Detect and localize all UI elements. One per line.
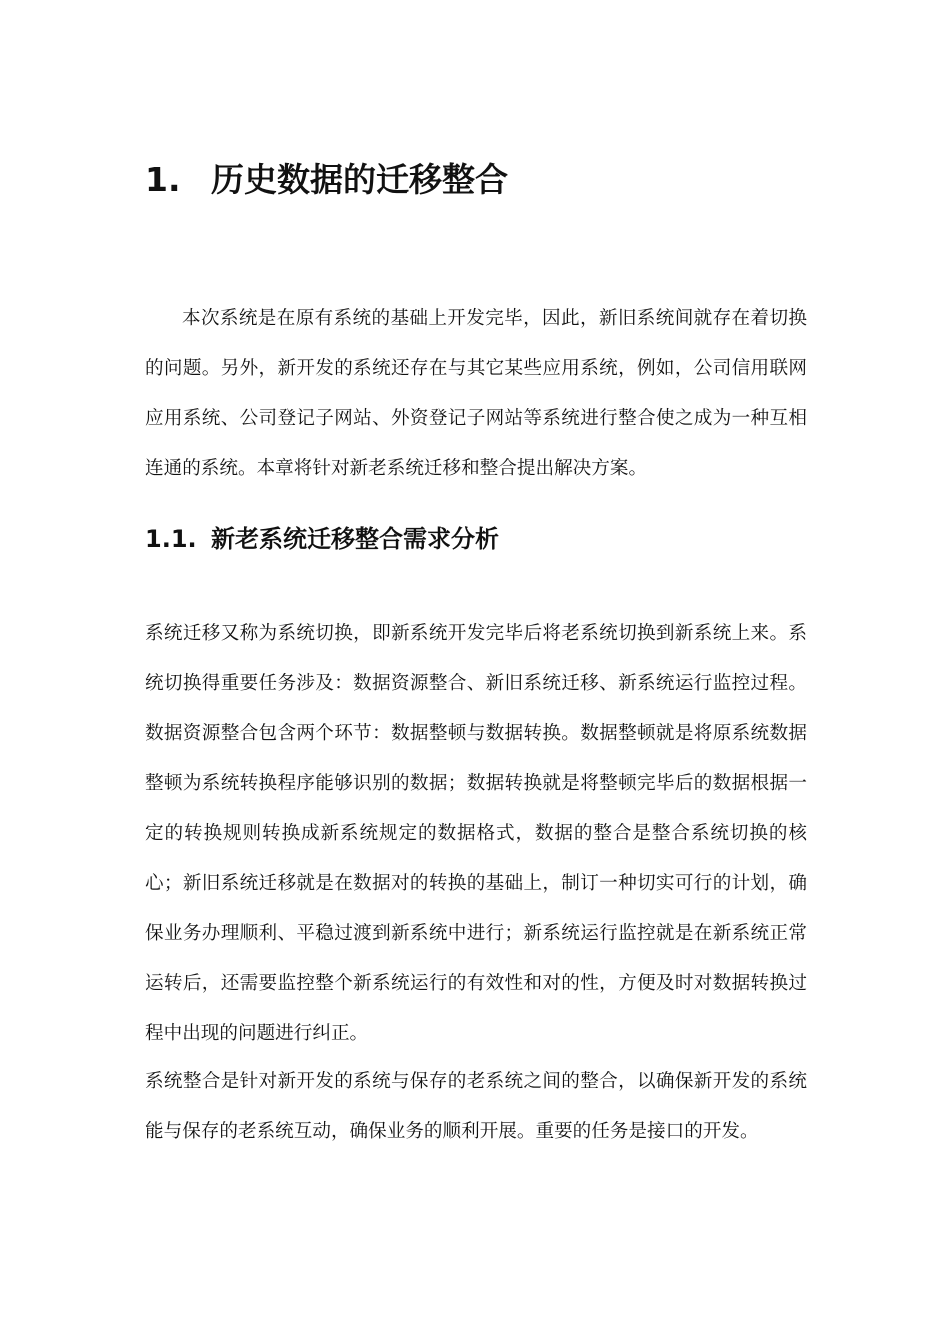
integration-paragraph: 系统整合是针对新开发的系统与保存的老系统之间的整合，以确保新开发的系统能与保存的老系统互动，确保业务的顺利开展。重要的任务是接口的开发。 [145, 1071, 807, 1142]
section-title: 新老系统迁移整合需求分析 [211, 525, 499, 553]
section-heading [145, 519, 499, 559]
section-number: 1.1. [145, 525, 197, 553]
intro-paragraph: 本次系统是在原有系统的基础上开发完毕，因此，新旧系统间就存在着切换的问题。另外，新开发的系统还存在与其它某些应用系统，例如，公司信用联网应用系统、公司登记子网站、外资登记子网站等系统进行整合使之成为一种互相连通的系统。本章将针对新老系统迁移和整合提出解决方案。 [145, 308, 807, 479]
chapter-title: 历史数据的迁移整合 [211, 160, 508, 199]
chapter-number: 1. [145, 160, 181, 199]
migration-paragraph: 系统迁移又称为系统切换，即新系统开发完毕后将老系统切换到新系统上来。系统切换得重要任务涉及：数据资源整合、新旧系统迁移、新系统运行监控过程。数据资源整合包含两个环节：数据整顿与数据转换。数据整顿就是将原系统数据整顿为系统转换程序能够识别的数据；数据转换就是将整顿完毕后的数据根据一定的转换规则转换成新系统规定的数据格式，数据的整合是整合系统切换的核心；新旧系统迁移就是在数据对的转换的基础上，制订一种切实可行的计划，确保业务办理顺利、平稳过渡到新系统中进行；新系统运行监控就是在新系统正常运转后，还需要监控整个新系统运行的有效性和对的性，方便及时对数据转换过程中出现的问题进行纠正。 [145, 623, 807, 1044]
chapter-heading [145, 155, 508, 205]
